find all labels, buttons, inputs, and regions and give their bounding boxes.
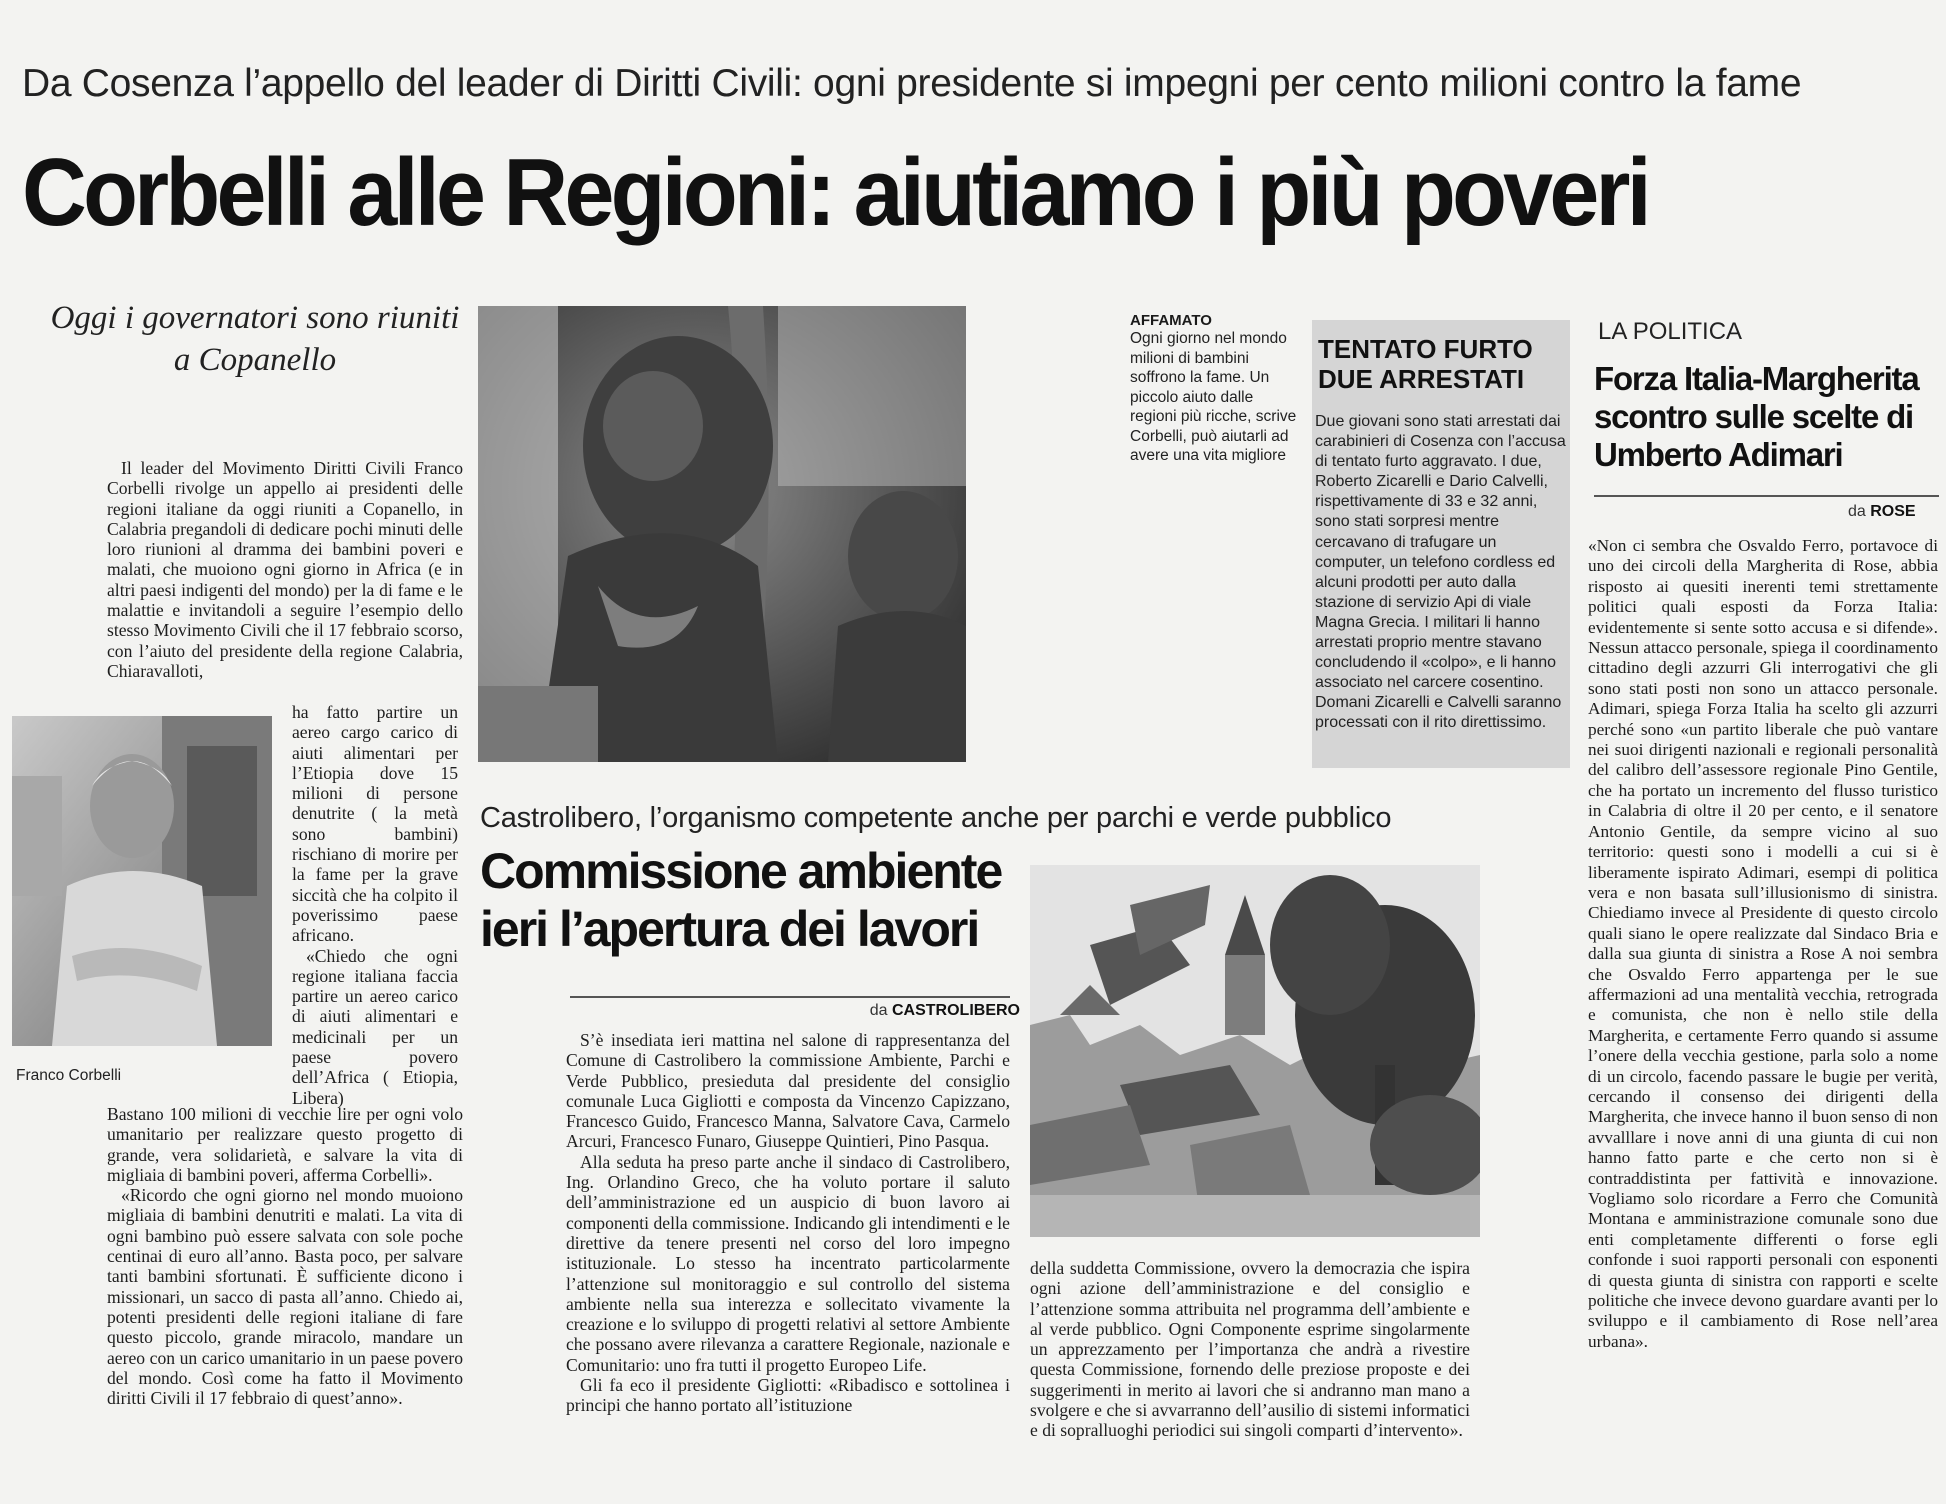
main-body-paragraph: Il leader del Movimento Diritti Civili Franco Corbelli rivolge un appello ai presidenti delle regioni italiane da oggi riuniti a Copanello, in Calabria pregandoli di dedicare pochi minuti delle loro riunioni al dramma dei bambini poveri e malati, che muoiono ogni giorno in Africa (e in altri paesi indigenti del mondo) per la di fame e le malattie e invitandoli a seguire l’esempio dello stesso Movimento Civili che il 17 febbraio scorso, con l’aiuto del presidente della regione Calabria, Chiaravalloti,	[107, 458, 463, 681]
ambiente-rule	[570, 996, 1010, 998]
politics-rule	[1594, 495, 1939, 497]
main-body-narrow	[292, 702, 458, 1108]
main-headline: Corbelli alle Regioni: aiutiamo i più poveri	[22, 139, 1648, 246]
main-body-narrow-paragraph-1: ha fatto partire un aereo cargo carico di aiuti alimentari per l’Etiopia dove 15 milioni di persone denutrite ( la metà sono bambini) rischiano di morire per la fame per la grave siccità che ha colpito il poverissimo paese africano.	[292, 702, 458, 946]
politics-byline-prefix: da	[1848, 503, 1866, 520]
main-body-bottom	[107, 1104, 463, 1408]
ambiente-headline-line-2: ieri l’apertura dei lavori	[480, 901, 979, 957]
portrait-image	[12, 716, 272, 1046]
theft-news-box	[1312, 320, 1570, 768]
hunger-caption-text: Ogni giorno nel mondo milioni di bambini soffrono la fame. Un piccolo aiuto dalle regioni più ricche, scrive Corbelli, può aiutarli ad avere una vita migliore	[1130, 330, 1297, 464]
ambiente-byline-prefix: da	[869, 1002, 888, 1019]
main-body-bottom-paragraph-1: Bastano 100 milioni di vecchie lire per ogni volo umanitario per realizzare questo progetto di grande, vera solidarietà, e salvare la vita di migliaia di bambini poveri, afferma Corbelli».	[107, 1104, 463, 1185]
politics-headline: Forza Italia-Margherita scontro sulle scelte di Umberto Adimari	[1594, 360, 1919, 473]
main-body-top	[107, 458, 463, 681]
ambiente-body-col2	[1030, 1258, 1470, 1441]
politics-body	[1588, 536, 1938, 1352]
main-kicker: Da Cosenza l’appello del leader di Diritti Civili: ogni presidente si impegni per cento milioni contro la fame	[22, 62, 1802, 105]
theft-news-headline: TENTATO FURTO DUE ARRESTATI	[1318, 334, 1533, 394]
politics-byline	[1848, 503, 1946, 521]
hunger-image	[478, 306, 966, 762]
ambiente-byline-place: CASTROLIBERO	[892, 1002, 1020, 1019]
ambiente-byline	[840, 1002, 1020, 1020]
main-deck: Oggi i governatori sono riuniti a Copanello	[50, 300, 460, 378]
ambiente-kicker: Castrolibero, l’organismo competente anche per parchi e verde pubblico	[480, 802, 1392, 834]
ambiente-headline-line-1: Commissione ambiente	[480, 843, 1002, 899]
castrolibero-photo	[1030, 865, 1480, 1237]
hunger-photo	[478, 306, 966, 762]
castrolibero-image	[1030, 865, 1480, 1237]
hunger-caption-head: AFFAMATO	[1130, 312, 1212, 329]
ambiente-body-col1	[566, 1030, 1010, 1416]
ambiente-body-col1-paragraph-1: S’è insediata ieri mattina nel salone di rappresentanza del Comune di Castrolibero la commissione Ambiente, Parchi e Verde Pubblico, presieduta dal presidente del consiglio comunale Luca Gigliotti e composta da Vincenzo Capizzano, Francesco Guido, Francesco Manna, Salvatore Cava, Carmelo Arcuri, Francesco Funaro, Giuseppe Quintieri, Pino Pasqua.	[566, 1030, 1010, 1152]
portrait-caption: Franco Corbelli	[16, 1067, 122, 1084]
politics-section-label: LA POLITICA	[1598, 318, 1743, 345]
ambiente-headline	[480, 842, 1020, 958]
hunger-caption	[1130, 312, 1300, 466]
main-body-bottom-paragraph-2: «Ricordo che ogni giorno nel mondo muoiono migliaia di bambini denutriti e malati. La vita di ogni bambino può essere salvata con sole poche centinai di euro all’anno. Basta poco, per salvare tanti bambini sfortunati. È sufficiente dicono i missionari, un sacco di pasta all’anno. Chiedo ai, potenti presidenti delle regioni italiane di fare questo piccolo, grande miracolo, mandare un aereo con un carico umanitario in un paese povero del mondo. Così come ha fatto il Movimento diritti Civili il 17 febbraio di quest’anno».	[107, 1185, 463, 1409]
main-body-narrow-paragraph-2: «Chiedo che ogni regione italiana faccia partire un aereo carico di aiuti alimentari e medicinali per un paese povero dell’Africa ( Etiopia, Libera)	[292, 945, 458, 1108]
politics-body-paragraph: «Non ci sembra che Osvaldo Ferro, portavoce di uno dei circoli della Margherita di Rose, abbia risposto ai quesiti inerenti temi strettamente politici quali esposti da Forza Italia: evidentemente si sente sotto accusa e si difende». Nessun attacco personale, spiega il coordinamento cittadino degli azzurri Gli interrogativi che gli sono stati posti non sono un attacco personale. Adimari, spiega Forza Italia ha scelto gli azzurri perché sono «un partito liberale che può vantare nei suoi dirigenti nazionali e regionali personalità del calibro dell’assessore regionale Pino Gentile, che ha portato un incremento del flusso turistico in Calabria di oltre il 20 per cento, e il senatore Antonio Gentile, da sempre vicino al suo territorio: questi sono i modelli a cui si è liberamente ispirato Adimari, esempi di politica vera e non basata sull’illusionismo di sinistra. Chiediamo invece al Presidente di questo circolo quali siano le opere realizzate dal Sindaco Bria e dalla sua giunta di sinistra a Rose A noi sembra che Osvaldo Ferro appartenga per le sue affermazioni ad una mentalità vecchia, retrograda e comunista, che non è nello stile della Margherita, e certamente Ferro quando si assume l’onere della vecchia gestione, parla solo a nome di un circolo, facendo passare le bugie per verità, cercando il consenso dei dirigenti della Margherita, che invece hanno il buon senso di non avvalllare i nove anni di una giunta di cui non hanno fatto parte e che certo non si è contraddistinta per fattività e innovazione. Vogliamo solo ricordare a Ferro che Comunità Montana e amministrazione comunale sono due enti completamente differenti o forse egli confonde i suoi rapporti personali con esponenti di questa giunta di sinistra con rapporti e scelte politiche che invece devono guardare avanti per lo sviluppo e il cambiamento di Rose nell’area urbana».	[1588, 536, 1938, 1351]
portrait-photo	[12, 716, 272, 1046]
ambiente-body-col2-paragraph: della suddetta Commissione, ovvero la democrazia che ispira ogni azione dell’amministrazione e del consiglio e l’attenzione somma attribuita nel programma dell’ambiente e al verde pubblico. Ogni Componente esprime singolarmente un apprezzamento per l’importanza che andrà a rivestire questa Commissione, fornendo delle preziose proposte e dei suggerimenti in merito ai lavori che si andranno man mano a svolgere e che si avvarranno dell’ausilio di sistemi informatici e di sopralluoghi periodici sui singoli comparti d’intervento».	[1030, 1258, 1470, 1441]
ambiente-body-col1-paragraph-2: Alla seduta ha preso parte anche il sindaco di Castrolibero, Ing. Orlandino Greco, che ha voluto portare il saluto dell’amministrazione ed un auspicio di buon lavoro ai componenti della commissione. Indicando gli intendimenti e le direttive da tenere presenti nel corso del loro impegno istituzionale. Lo stesso ha incentrato particolarmente l’attenzione sul monitoraggio e sul controllo del sistema ambiente nella sua interezza e sollecitato vivamente la creazione e lo sviluppo di progetti relativi al settore Ambiente che possano avere rilevanza a carattere Regionale, nazionale e Comunitario: uno fra tutti il progetto Europeo Life.	[566, 1151, 1010, 1375]
theft-news-body: Due giovani sono stati arrestati dai carabinieri di Cosenza con l’accusa di tentato furto aggravato. I due, Roberto Zicarelli e Dario Calvelli, rispettivamente di 33 e 32 anni, sono stati sorpresi mentre cercavano di trafugare un computer, un telefono cordless ed alcuni prodotti per auto dalla stazione di servizio Api di viale Magna Grecia. I militari li hanno arrestati proprio mentre stavano concludendo il «colpo», e li hanno associato nel carcere cosentino. Domani Zicarelli e Calvelli saranno processati con il rito direttissimo.	[1315, 413, 1566, 732]
politics-byline-place: ROSE	[1870, 503, 1916, 520]
ambiente-body-col1-paragraph-3: Gli fa eco il presidente Gigliotti: «Ribadisco e sottolinea i principi che hanno portato all’istituzione	[566, 1375, 1010, 1416]
